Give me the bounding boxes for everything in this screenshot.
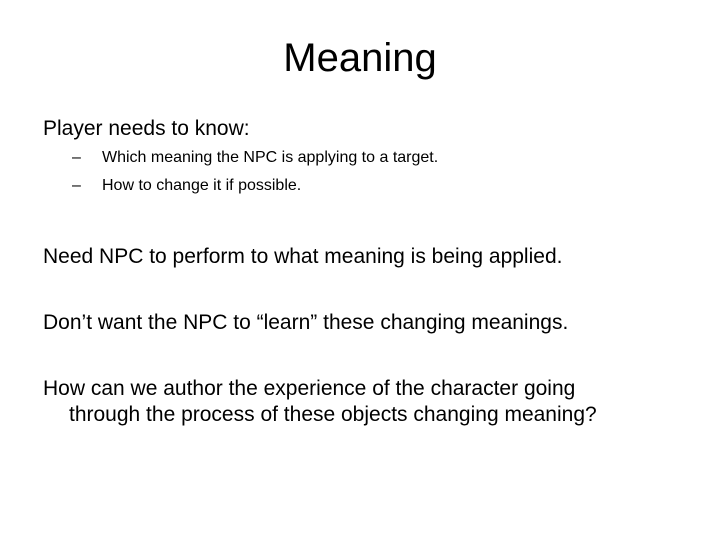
bullet-dont-want-learn: Don’t want the NPC to “learn” these changing meanings. bbox=[43, 311, 569, 334]
bullet-line-2: through the process of these objects changing meaning? bbox=[69, 403, 597, 426]
bullet-need-npc-perform: Need NPC to perform to what meaning is being applied. bbox=[43, 245, 563, 268]
bullet-line-1: How can we author the experience of the character going bbox=[43, 377, 576, 400]
sub-bullet-which-meaning bbox=[72, 148, 692, 168]
dash-marker: – bbox=[72, 149, 81, 166]
bullet-how-can-we-author bbox=[43, 376, 703, 428]
sub-bullet-text: Which meaning the NPC is applying to a target. bbox=[102, 149, 439, 166]
bullet-player-needs: Player needs to know: bbox=[43, 117, 250, 140]
sub-bullet-text: How to change it if possible. bbox=[102, 177, 302, 194]
dash-marker: – bbox=[72, 177, 81, 194]
slide-title: Meaning bbox=[283, 36, 437, 80]
sub-bullet-how-to-change bbox=[72, 176, 692, 196]
